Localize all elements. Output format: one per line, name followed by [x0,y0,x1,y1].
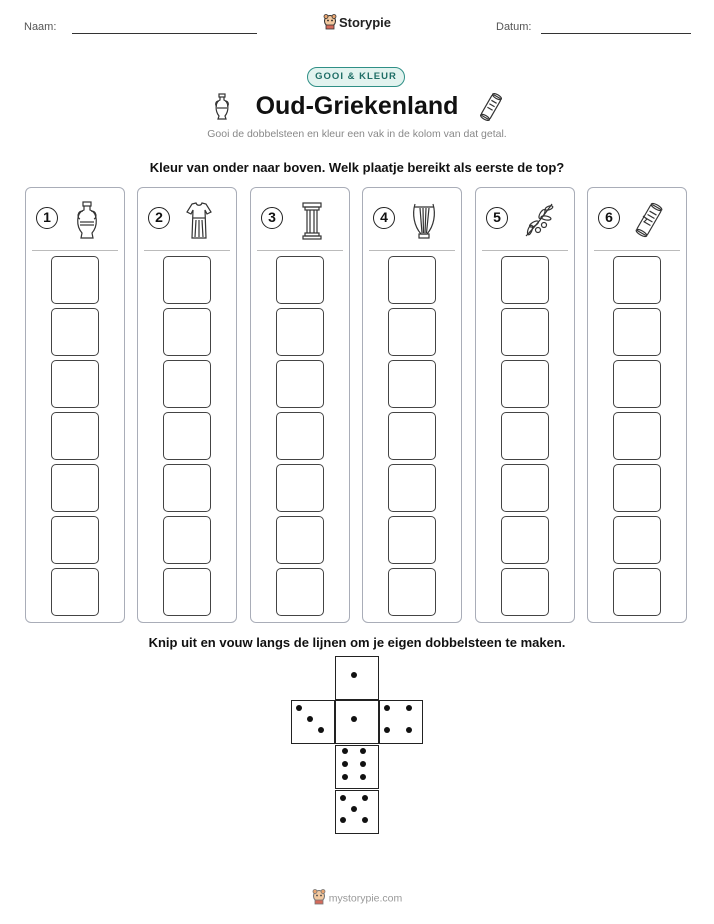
instruction-top: Kleur van onder naar boven. Welk plaatje bereikt als eerste de top? [149,160,565,175]
die-pip [318,727,324,733]
color-square[interactable] [276,360,324,408]
color-square[interactable] [163,360,211,408]
storypie-mascot-icon [323,14,337,33]
color-square[interactable] [51,412,99,460]
color-square[interactable] [613,308,661,356]
page-subtitle: Gooi de dobbelsteen en kleur een vak in de kolom van dat getal. [207,128,507,140]
column-6 [587,187,687,623]
die-pip [360,748,366,754]
die-face-left [291,700,335,744]
column-number: 6 [598,207,620,229]
color-square[interactable] [163,308,211,356]
color-square[interactable] [276,516,324,564]
color-square[interactable] [501,568,549,616]
column-divider [482,250,568,251]
color-square[interactable] [388,256,436,304]
die-face-right [379,700,423,744]
color-square[interactable] [501,464,549,512]
die-pip [351,716,357,722]
die-pip [342,761,348,767]
column-3 [250,187,350,623]
color-square[interactable] [388,568,436,616]
color-square[interactable] [163,568,211,616]
color-square[interactable] [613,568,661,616]
color-square[interactable] [501,516,549,564]
die-pip [296,705,302,711]
column-number: 1 [36,207,58,229]
amphora-icon [72,200,102,245]
color-square[interactable] [276,412,324,460]
color-square[interactable] [51,256,99,304]
die-pip [384,727,390,733]
die-pip [340,817,346,823]
color-square[interactable] [388,360,436,408]
color-square[interactable] [163,464,211,512]
die-face-top [335,656,379,700]
die-pip [384,705,390,711]
die-pip [351,672,357,678]
color-square[interactable] [613,464,661,512]
date-label: Datum: [496,21,532,33]
column-2 [137,187,237,623]
color-square[interactable] [276,256,324,304]
color-square[interactable] [388,412,436,460]
color-square[interactable] [613,516,661,564]
footer-url: mystorypie.com [328,892,403,905]
die-pip [406,727,412,733]
name-label: Naam: [24,21,57,33]
color-square[interactable] [51,568,99,616]
color-square[interactable] [51,464,99,512]
color-square[interactable] [276,568,324,616]
color-square[interactable] [613,256,661,304]
die-pip [351,806,357,812]
color-square[interactable] [613,360,661,408]
column-5 [475,187,575,623]
instruction-bottom: Knip uit en vouw langs de lijnen om je eigen dobbelsteen te maken. [148,635,566,650]
footer [0,889,714,908]
die-pip [360,761,366,767]
greek-column-icon [297,200,327,245]
column-number: 4 [373,207,395,229]
column-divider [257,250,343,251]
color-square[interactable] [51,516,99,564]
color-square[interactable] [388,464,436,512]
column-1 [25,187,125,623]
die-face-lower [335,745,379,789]
die-pip [342,748,348,754]
color-square[interactable] [501,360,549,408]
color-square[interactable] [501,308,549,356]
color-square[interactable] [276,308,324,356]
color-square[interactable] [501,256,549,304]
color-square[interactable] [501,412,549,460]
die-pip [362,817,368,823]
color-square[interactable] [613,412,661,460]
die-pip [307,716,313,722]
color-square[interactable] [51,360,99,408]
die-pip [406,705,412,711]
brand-name: Storypie [338,14,391,30]
column-divider [594,250,680,251]
column-number: 3 [261,207,283,229]
die-face-bottom [335,790,379,834]
scroll-title-icon [480,92,502,127]
column-4 [362,187,462,623]
color-square[interactable] [388,308,436,356]
chiton-tunic-icon [184,200,214,245]
scroll-icon [634,200,664,245]
die-pip [340,795,346,801]
page-title: Oud-Griekenland [255,92,459,120]
die-pip [362,795,368,801]
die-face-center [335,700,379,744]
brand-logo [0,14,714,33]
color-square[interactable] [388,516,436,564]
name-line[interactable] [72,33,257,34]
activity-badge: GOOI & KLEUR [307,67,405,87]
color-square[interactable] [163,412,211,460]
date-line[interactable] [541,33,691,34]
die-pip [342,774,348,780]
column-divider [32,250,118,251]
color-square[interactable] [163,256,211,304]
lyre-icon [409,200,439,245]
die-pip [360,774,366,780]
column-divider [369,250,455,251]
column-number: 5 [486,207,508,229]
column-divider [144,250,230,251]
color-square[interactable] [51,308,99,356]
storypie-footer-icon [312,889,326,908]
color-square[interactable] [163,516,211,564]
color-square[interactable] [276,464,324,512]
column-number: 2 [148,207,170,229]
olive-branch-icon [522,200,556,245]
